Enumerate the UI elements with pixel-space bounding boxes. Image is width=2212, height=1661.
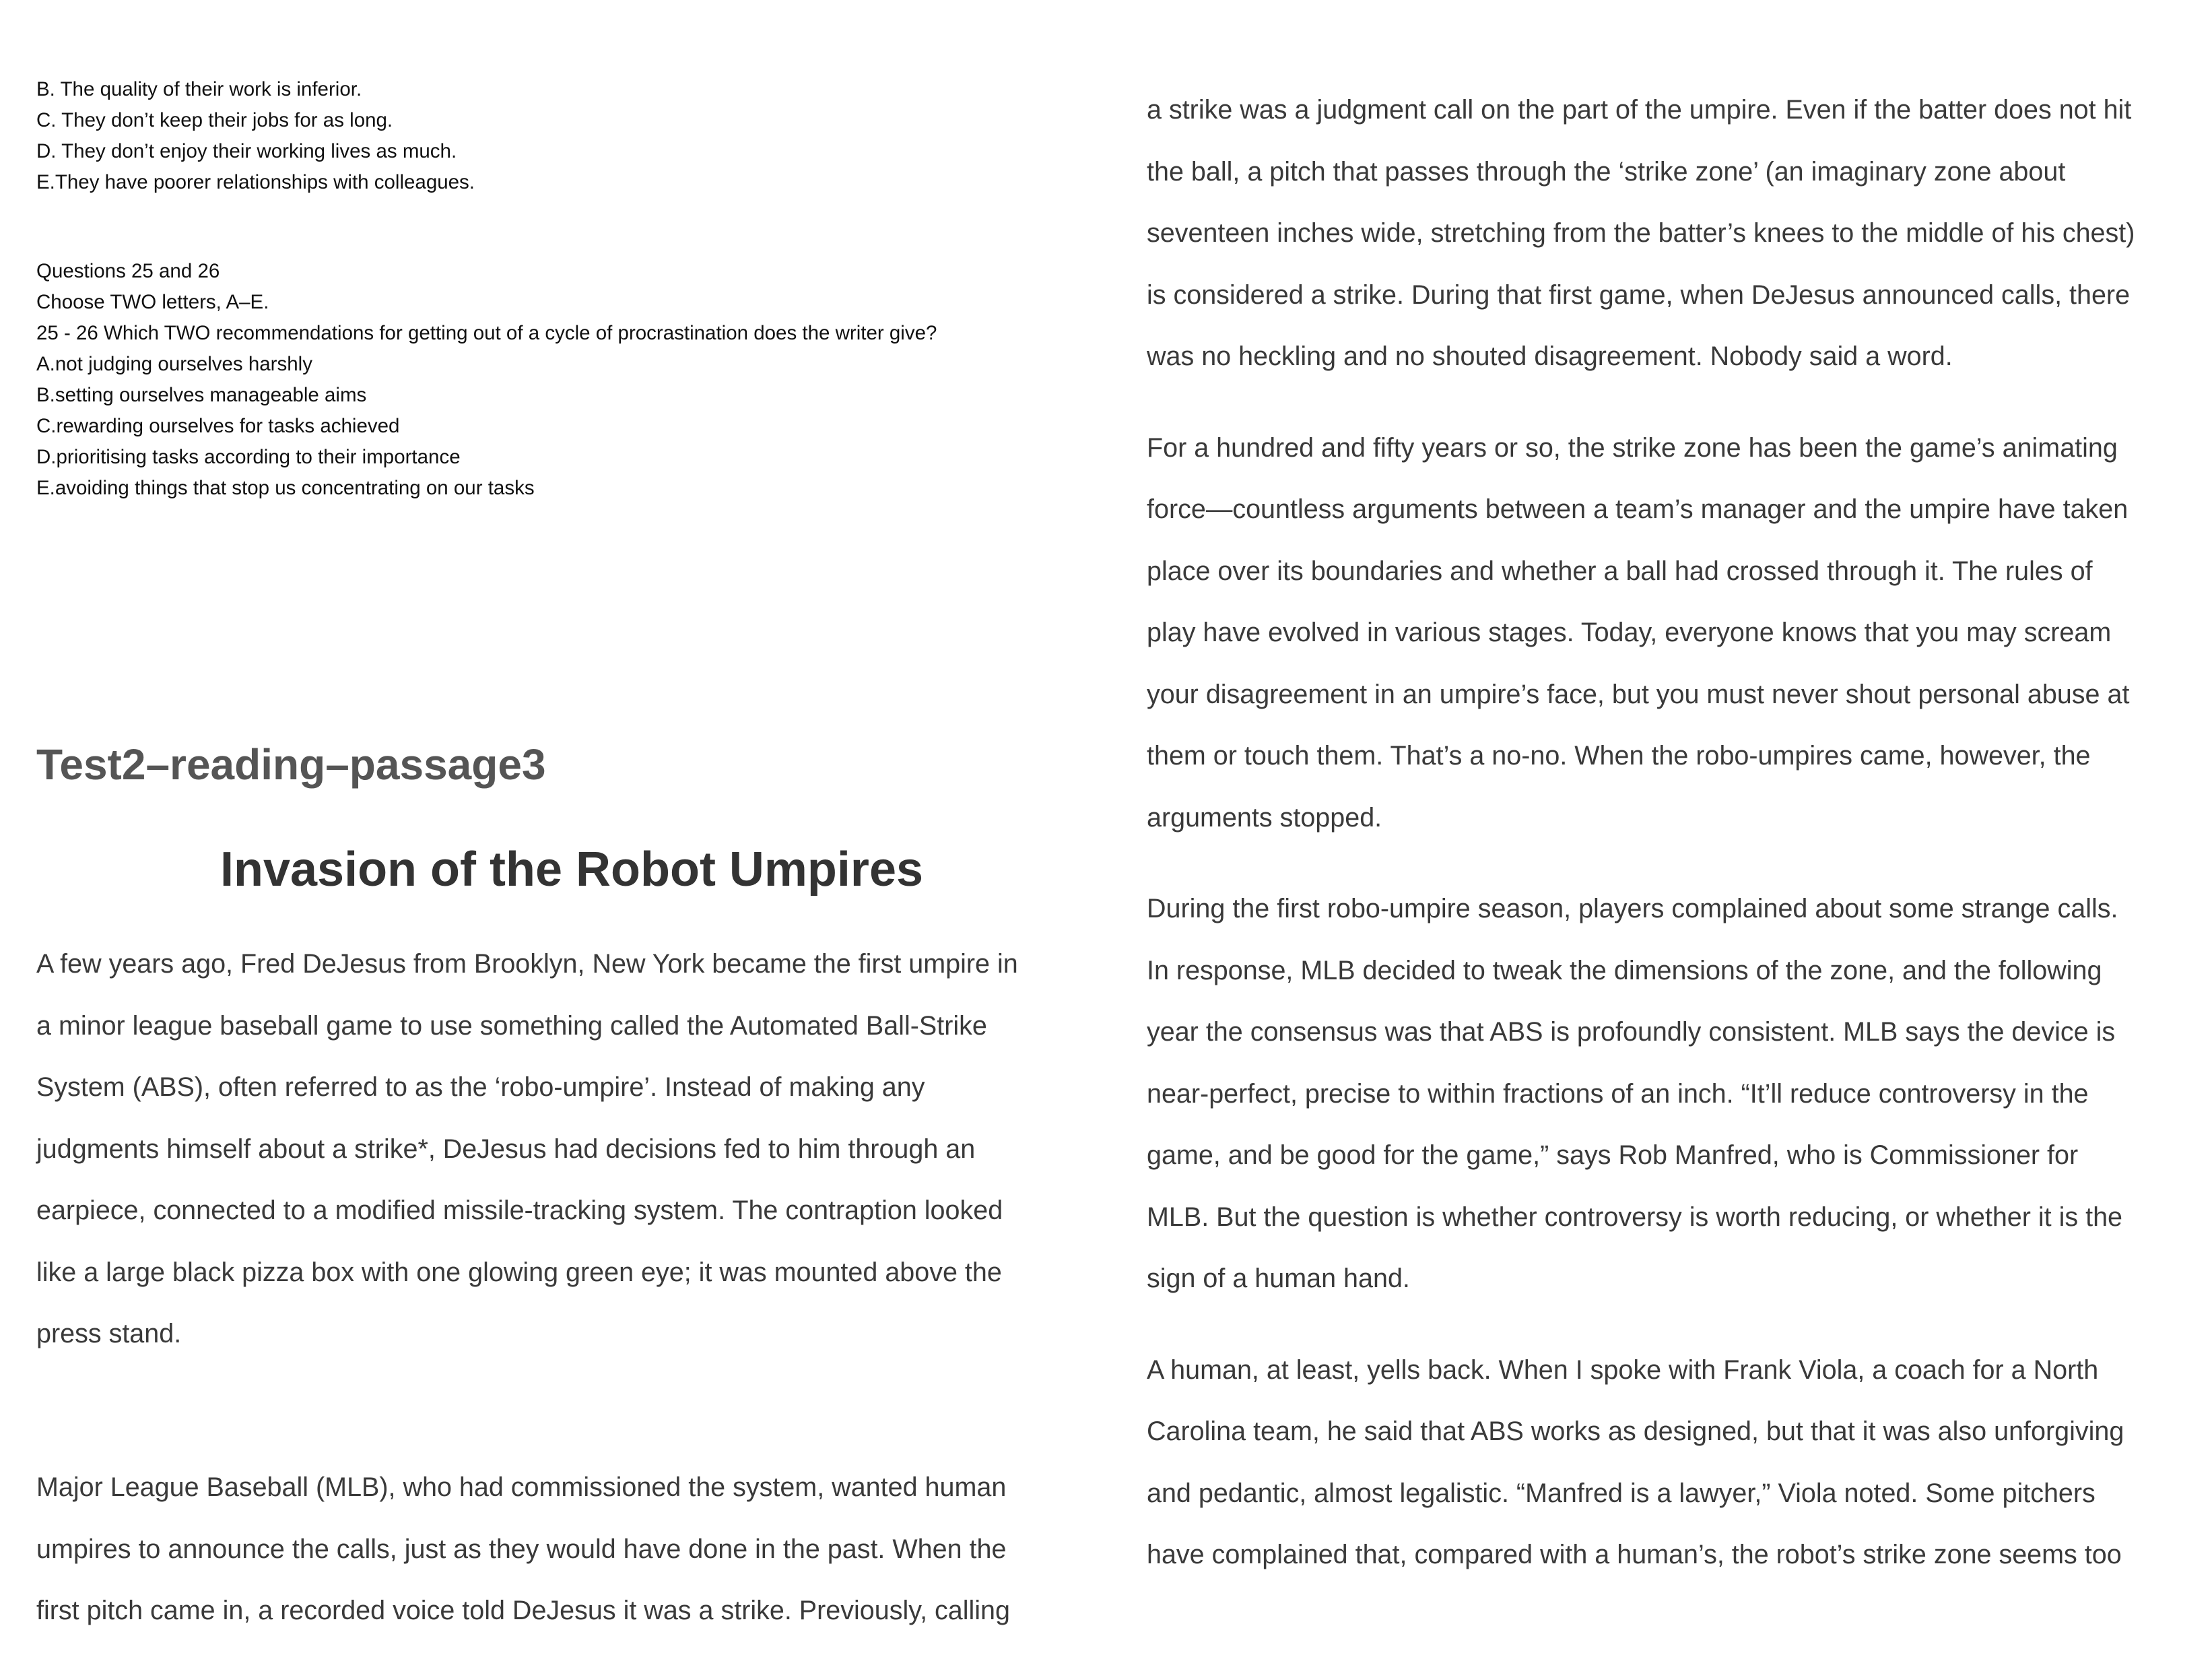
paragraph xyxy=(1147,878,2197,1310)
text-line: arguments stopped. xyxy=(1147,802,1382,833)
text-line: MLB. But the question is whether controversy is worth reducing, or whether it is the xyxy=(1147,1202,2123,1232)
questions-25-26-block xyxy=(36,256,937,504)
paragraph xyxy=(1147,1340,2197,1586)
text-line: was no heckling and no shouted disagreement. Nobody said a word. xyxy=(1147,341,1953,371)
answer-option: A.not judging ourselves harshly xyxy=(36,353,312,375)
paragraph xyxy=(1147,79,2197,388)
text-line: them or touch them. That’s a no-no. When the robo-umpires came, however, the xyxy=(1147,741,2091,771)
answer-option: E.avoiding things that stop us concentrating on our tasks xyxy=(36,477,535,499)
question-instruction: Choose TWO letters, A–E. xyxy=(36,291,269,313)
text-line: near-perfect, precise to within fractions of an inch. “It’ll reduce controversy in the xyxy=(1147,1078,2089,1109)
answer-option: C. They don’t keep their jobs for as long. xyxy=(36,109,393,131)
text-line: first pitch came in, a recorded voice told DeJesus it was a strike. Previously, calling xyxy=(36,1596,1010,1625)
right-column xyxy=(1147,79,2197,1586)
text-line: Carolina team, he said that ABS works as designed, but that it was also unforgiving xyxy=(1147,1416,2124,1446)
text-line: earpiece, connected to a modified missile-tracking system. The contraption looked xyxy=(36,1196,1003,1225)
text-line: For a hundred and fifty years or so, the strike zone has been the game’s animating xyxy=(1147,432,2118,463)
text-line: force—countless arguments between a team’s manager and the umpire have taken xyxy=(1147,494,2129,524)
paragraph xyxy=(36,934,1107,1365)
paragraph xyxy=(1147,418,2197,849)
text-line: judgments himself about a strike*, DeJesus had decisions fed to him through an xyxy=(36,1134,976,1164)
section-title: Test2–reading–passage3 xyxy=(36,740,546,789)
text-line: seventeen inches wide, stretching from the batter’s knees to the middle of his chest) xyxy=(1147,218,2135,248)
text-line: like a large black pizza box with one glowing green eye; it was mounted above the xyxy=(36,1257,1002,1287)
text-line: System (ABS), often referred to as the ‘robo-umpire’. Instead of making any xyxy=(36,1072,925,1102)
text-line: A few years ago, Fred DeJesus from Brooklyn, New York became the first umpire in xyxy=(36,949,1018,979)
question-heading: Questions 25 and 26 xyxy=(36,260,220,282)
text-line: year the consensus was that ABS is profoundly consistent. MLB says the device is xyxy=(1147,1017,2116,1047)
text-line: game, and be good for the game,” says Rob Manfred, who is Commissioner for xyxy=(1147,1140,2079,1170)
answer-options-list xyxy=(36,74,475,198)
paragraph xyxy=(36,1457,1107,1642)
answer-option: B. The quality of their work is inferior. xyxy=(36,78,362,100)
text-line: press stand. xyxy=(36,1319,182,1348)
text-line: and pedantic, almost legalistic. “Manfred is a lawyer,” Viola noted. Some pitchers xyxy=(1147,1478,2096,1508)
text-line: your disagreement in an umpire’s face, but you must never shout personal abuse at xyxy=(1147,679,2130,709)
text-line: is considered a strike. During that first game, when DeJesus announced calls, there xyxy=(1147,280,2131,310)
text-line: the ball, a pitch that passes through the ‘strike zone’ (an imaginary zone about xyxy=(1147,156,2066,187)
article-title: Invasion of the Robot Umpires xyxy=(220,843,924,897)
answer-option: C.rewarding ourselves for tasks achieved xyxy=(36,415,400,437)
answer-option: D. They don’t enjoy their working lives as much. xyxy=(36,140,457,162)
text-line: play have evolved in various stages. Today, everyone knows that you may scream xyxy=(1147,618,2112,647)
text-line: Major League Baseball (MLB), who had commissioned the system, wanted human xyxy=(36,1472,1007,1502)
text-line: sign of a human hand. xyxy=(1147,1264,1410,1293)
answer-option: B.setting ourselves manageable aims xyxy=(36,384,367,406)
text-line: During the first robo-umpire season, players complained about some strange calls. xyxy=(1147,894,2118,923)
text-line: have complained that, compared with a human’s, the robot’s strike zone seems too xyxy=(1147,1540,2122,1569)
text-line: place over its boundaries and whether a ball had crossed through it. The rules of xyxy=(1147,556,2093,586)
text-line: a strike was a judgment call on the part of the umpire. Even if the batter does not hit xyxy=(1147,95,2132,125)
text-line: A human, at least, yells back. When I spoke with Frank Viola, a coach for a North xyxy=(1147,1355,2099,1385)
answer-option: E.They have poorer relationships with colleagues. xyxy=(36,171,475,193)
text-line: In response, MLB decided to tweak the dimensions of the zone, and the following xyxy=(1147,955,2102,985)
text-line: umpires to announce the calls, just as they would have done in the past. When the xyxy=(36,1534,1007,1564)
question-prompt: 25 - 26 Which TWO recommendations for getting out of a cycle of procrastination does the writer give? xyxy=(36,322,937,344)
answer-option: D.prioritising tasks according to their importance xyxy=(36,446,461,468)
text-line: a minor league baseball game to use something called the Automated Ball-Strike xyxy=(36,1010,987,1041)
